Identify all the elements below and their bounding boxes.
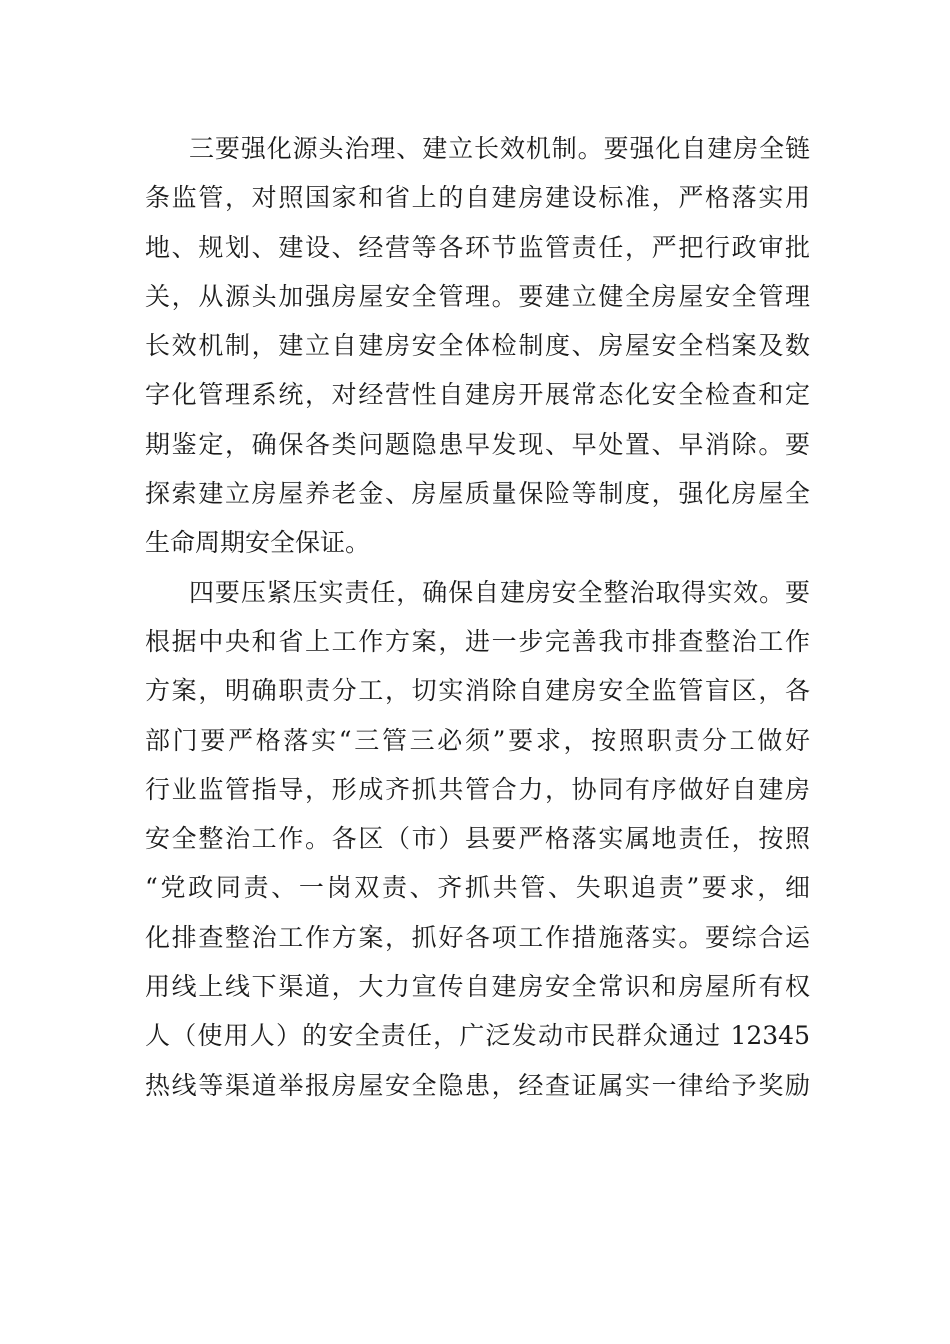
paragraph-line: 生命周期安全保证。 [145,528,371,558]
paragraph-line: 根据中央和省上工作方案，进一步完善我市排查整治工作 [145,626,810,656]
paragraph-line: 四要压紧压实责任，确保自建房安全整治取得实效。要 [189,577,810,607]
paragraph-line: 关，从源头加强房屋安全管理。要建立健全房屋安全管理 [145,281,810,311]
paragraph-line: 部门要严格落实“三管三必须”要求，按照职责分工做好 [145,725,810,755]
paragraph-line: 探索建立房屋养老金、房屋质量保险等制度，强化房屋全 [145,479,810,509]
paragraph-line: 三要强化源头治理、建立长效机制。要强化自建房全链 [189,134,810,163]
paragraph-3 [145,124,810,568]
paragraph-line: 化排查整治工作方案，抓好各项工作措施落实。要综合运 [145,922,810,952]
paragraph-line: 行业监管指导，形成齐抓共管合力，协同有序做好自建房 [145,774,810,804]
paragraph-line: 安全整治工作。各区（市）县要严格落实属地责任，按照 [145,824,810,854]
paragraph-line: 字化管理系统，对经营性自建房开展常态化安全检查和定 [145,380,810,410]
paragraph-line: 热线等渠道举报房屋安全隐患，经查证属实一律给予奖励 [145,1070,810,1100]
paragraph-line: 人（使用人）的安全责任，广泛发动市民群众通过 12345 [145,1021,810,1051]
paragraph-4 [145,568,810,1110]
paragraph-line: 长效机制，建立自建房安全体检制度、房屋安全档案及数 [145,331,810,361]
paragraph-line: 条监管，对照国家和省上的自建房建设标准，严格落实用 [145,183,810,213]
paragraph-line: 方案，明确职责分工，切实消除自建房安全监管盲区，各 [145,676,810,706]
paragraph-line: 用线上线下渠道，大力宣传自建房安全常识和房屋所有权 [145,972,810,1002]
paragraph-line: “党政同责、一岗双责、齐抓共管、失职追责”要求，细 [145,873,810,903]
document-body [145,124,810,1110]
paragraph-line: 期鉴定，确保各类问题隐患早发现、早处置、早消除。要 [145,429,810,459]
paragraph-line: 地、规划、建设、经营等各环节监管责任，严把行政审批 [145,232,810,262]
